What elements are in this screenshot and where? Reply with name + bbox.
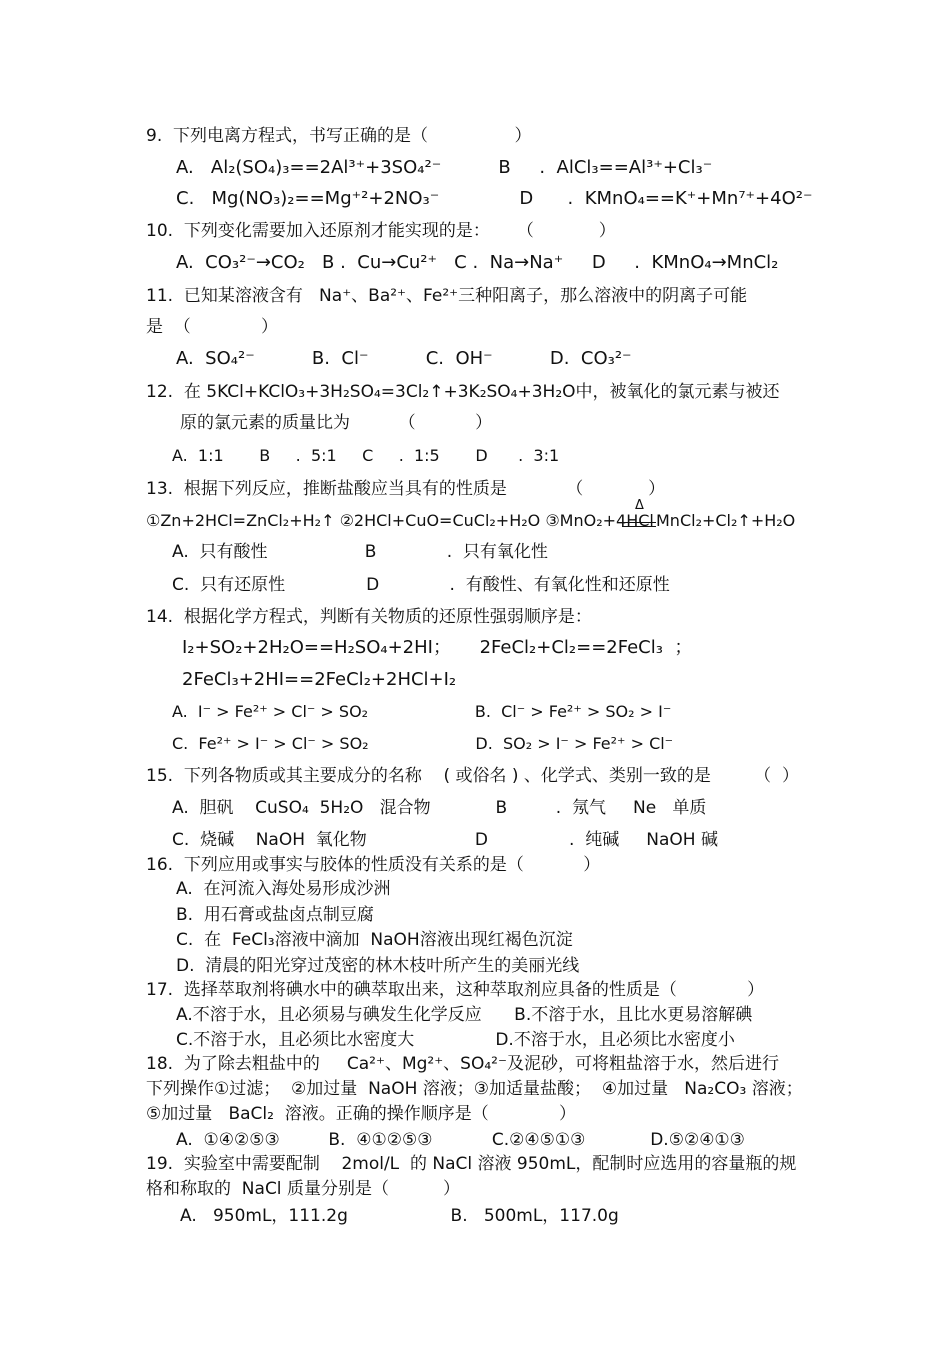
- q18-options: A. ①④②⑤③ B. ④①②⑤③ C.②④⑤①③ D.⑤②④①③: [176, 1130, 745, 1150]
- q19-stem-cont: 格和称取的 NaCl 质量分别是（ ）: [146, 1179, 460, 1199]
- q9-stem: 9. 下列电离方程式，书写正确的是（ ）: [146, 126, 532, 146]
- q18-stem-cont: 下列操作①过滤； ②加过量 NaOH 溶液；③加适量盐酸； ④加过量 Na₂CO₃ 溶液；: [146, 1079, 803, 1099]
- q13-options-cd: C. 只有还原性 D . 有酸性、有氧化性和还原性: [172, 575, 670, 595]
- q15-options-cd: C. 烧碱 NaOH 氧化物 D . 纯碱 NaOH 碱: [172, 830, 718, 850]
- q13-stem: 13. 根据下列反应，推断盐酸应当具有的性质是 （ ）: [146, 479, 666, 499]
- q13-reactions: ①Zn+2HCl=ZnCl₂+H₂↑ ②2HCl+CuO=CuCl₂+H₂O ③MnO₂+4HCl: [146, 511, 654, 530]
- q17-options-ab: A.不溶于水，且必须易与碘发生化学反应 B.不溶于水，且比水更易溶解碘: [176, 1005, 753, 1025]
- q16-stem: 16. 下列应用或事实与胶体的性质没有关系的是（ ）: [146, 855, 601, 875]
- q12-options: A. 1:1 B . 5:1 C . 1:5 D . 3:1: [172, 446, 560, 465]
- q19-options: A. 950mL，111.2g B. 500mL，117.0g: [180, 1206, 619, 1226]
- q17-stem: 17. 选择萃取剂将碘水中的碘萃取出来，这种萃取剂应具备的性质是（ ）: [146, 980, 765, 1000]
- q9-options-cd: C. Mg(NO₃)₂==Mg⁺²+2NO₃⁻ D . KMnO₄==K⁺+Mn⁷⁺+4O²⁻: [176, 188, 813, 209]
- q18-stem-cont2: ⑤加过量 BaCl₂ 溶液。正确的操作顺序是（ ）: [146, 1104, 576, 1124]
- q13-reaction-tail: MnCl₂+Cl₂↑+H₂O: [656, 511, 796, 530]
- q12-stem: 12. 在 5KCl+KClO₃+3H₂SO₄=3Cl₂↑+3K₂SO₄+3H₂O中，被氧化的氯元素与被还: [146, 382, 780, 402]
- q15-stem: 15. 下列各物质或其主要成分的名称 ( 或俗名 ) 、化学式、类别一致的是 （ ）: [146, 766, 799, 786]
- q16-option-a: A. 在河流入海处易形成沙洲: [176, 879, 391, 899]
- q16-option-c: C. 在 FeCl₃溶液中滴加 NaOH溶液出现红褐色沉淀: [176, 930, 573, 950]
- heat-symbol: Δ: [635, 498, 644, 513]
- q16-option-d: D. 清晨的阳光穿过茂密的林木枝叶所产生的美丽光线: [176, 956, 580, 976]
- q18-stem: 18. 为了除去粗盐中的 Ca²⁺、Mg²⁺、SO₄²⁻及泥砂，可将粗盐溶于水，然后进行: [146, 1054, 779, 1074]
- q14-eq1: I₂+SO₂+2H₂O==H₂SO₄+2HI； 2FeCl₂+Cl₂==2FeCl₃ ；: [182, 637, 693, 658]
- q14-options-cd: C. Fe²⁺ > I⁻ > Cl⁻ > SO₂ D. SO₂ > I⁻ > Fe²⁺ > Cl⁻: [172, 734, 674, 753]
- q14-eq2: 2FeCl₃+2HI==2FeCl₂+2HCl+I₂: [182, 669, 457, 690]
- q14-stem: 14. 根据化学方程式，判断有关物质的还原性强弱顺序是：: [146, 607, 592, 627]
- q11-options: A. SO₄²⁻ B. Cl⁻ C. OH⁻ D. CO₃²⁻: [176, 348, 632, 369]
- q10-stem: 10. 下列变化需要加入还原剂才能实现的是： （ ）: [146, 221, 616, 241]
- q19-stem: 19. 实验室中需要配制 2mol/L 的 NaCl 溶液 950mL，配制时应选用的容量瓶的规: [146, 1154, 797, 1174]
- q13-options-ab: A. 只有酸性 B . 只有氧化性: [172, 542, 548, 562]
- equals-bar-top: [622, 522, 656, 523]
- q15-options-ab: A. 胆矾 CuSO₄ 5H₂O 混合物 B . 氖气 Ne 单质: [172, 798, 707, 818]
- q11-stem-cont: 是 （ ）: [146, 317, 279, 337]
- equals-bar-bottom: [622, 526, 656, 527]
- q17-options-cd: C.不溶于水，且必须比水密度大 D.不溶于水，且必须比水密度小: [176, 1030, 735, 1050]
- q11-stem: 11. 已知某溶液含有 Na⁺、Ba²⁺、Fe²⁺三种阳离子，那么溶液中的阴离子可能: [146, 286, 748, 306]
- q16-option-b: B. 用石膏或盐卤点制豆腐: [176, 905, 374, 925]
- q10-options: A. CO₃²⁻→CO₂ B . Cu→Cu²⁺ C . Na→Na⁺ D . KMnO₄→MnCl₂: [176, 252, 779, 273]
- q9-options-ab: A. Al₂(SO₄)₃==2Al³⁺+3SO₄²⁻ B . AlCl₃==Al³⁺+Cl₃⁻: [176, 157, 713, 178]
- q12-stem-cont: 原的氯元素的质量比为 （ ）: [180, 413, 493, 433]
- q14-options-ab: A. I⁻ > Fe²⁺ > Cl⁻ > SO₂ B. Cl⁻ > Fe²⁺ > SO₂ > I⁻: [172, 702, 672, 721]
